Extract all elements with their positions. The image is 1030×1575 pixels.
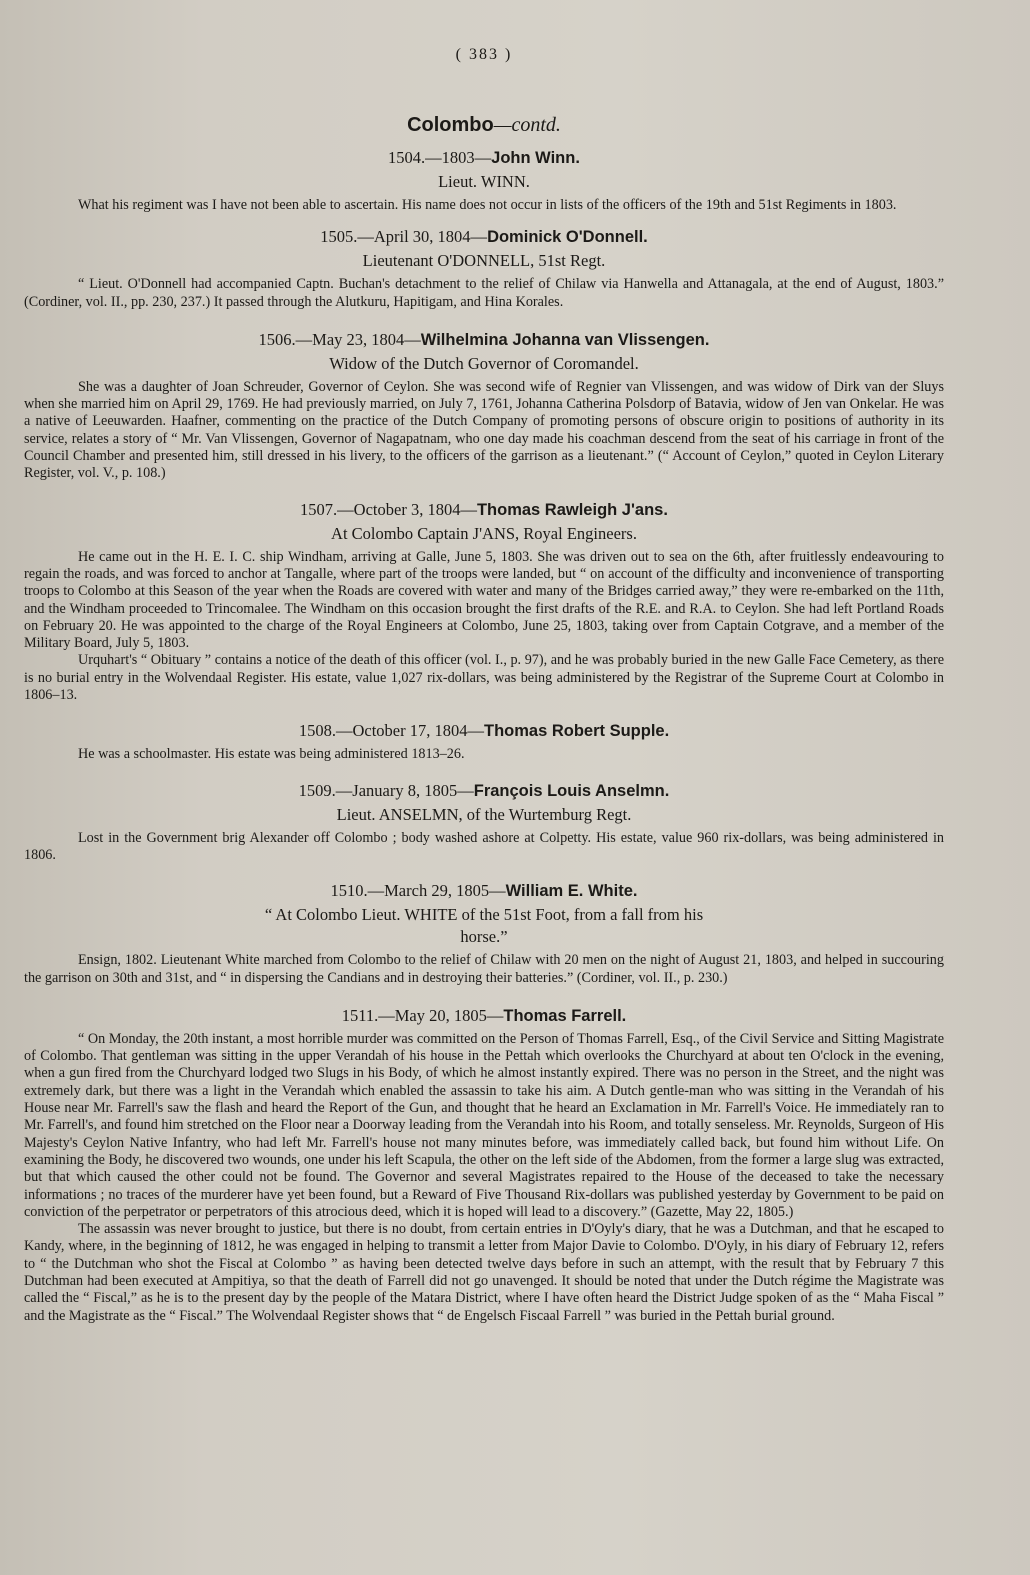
entry-heading (24, 226, 944, 248)
entry-paragraph: “ On Monday, the 20th instant, a most horrible murder was committed on the Person of Thomas Farrell, Esq., of the Civil Service and Sitting Magistrate of Colombo. That gentleman was sitting in the upper Verandah of his house in the Pettah which overlooks the Churchyard at about ten O'clock in the evening, when a gun fired from the Churchyard lodged two Slugs in his Body, of which he almost instantly expired. There was no person in the Street, and the night was extremely dark, but there was a light in the Verandah which enabled the assassin to take his aim. A Dutch gentle-man who was sitting in the Verandah of his House near Mr. Farrell's saw the flash and heard the Report of the Gun, and thought that he heard an Exclamation in Mr. Farrell's Voice. He immediately ran to Mr. Farrell's, and found him stretched on the Floor near a Doorway leading from the Verandah into his Room, and totally senseless. Mr. Reynolds, Surgeon of His Majesty's Ceylon Native Infantry, who had left Mr. Farrell's house not many minutes before, was immediately called back, but found him without Life. On examining the Body, he discovered two wounds, one under his left Scapula, the other on the left side of the Abdomen, from the former a large slug was extracted, but that which caused the other could not be found. The Governor and several Magistrates repaired to the House of the deceased to take the necessary informations ; no traces of the murderer have yet been found, but a Reward of Five Thousand Rix-dollars was published yesterday by Government to be paid on conviction of the perpetrator or perpetrators of this atrocious deed, which it is hoped will lead to a discovery.” (Gazette, May 22, 1805.) (24, 1030, 944, 1220)
entry-paragraph: The assassin was never brought to justice, but there is no doubt, from certain entries in D'Oyly's diary, that he was a Dutchman, and that he escaped to Kandy, where, in the beginning of 1812, he was engaged in helping to transmit a letter from Major Davie to Colombo. D'Oyly, in his diary of February 12, refers to “ the Dutchman who shot the Fiscal at Colombo ” as having been detected twelve days before in such an attempt, with the result that by February 7 this Dutchman had been executed at Ampitiya, so that the death of Farrell did not go unavenged. It should be noted that under the Dutch régime the Magistrate was called the “ Fiscal,” as he is to the present day by the people of the Matara District, where I have often heard the District Judge spoken of as the “ Maha Fiscal ” and the Magistrate as the “ Fiscal.” The Wolvendaal Register shows that “ de Engelsch Fiscaal Farrell ” was buried in the Pettah burial ground. (24, 1221, 944, 1324)
entry-1505 (24, 226, 944, 311)
entry-1509 (24, 780, 944, 865)
entry-paragraph: She was a daughter of Joan Schreuder, Governor of Ceylon. She was second wife of Regnier van Vlissengen, and was widow of Dirk van der Sluys when she married him on April 29, 1769. He had previously married, on July 7, 1761, Johanna Catherina Polsdorp of Batavia, widow of Jen van Onkelar. He was a native of Leeuwarden. Haafner, commenting on the practice of the Dutch Company of promoting persons of obscure origin to positions of authority in its service, relates a story of “ Mr. Van Vlissengen, Governor of Nagapatnam, who one day made his coachman descend from the seat of his carriage in front of the Council Chamber and presented him, still dressed in his livery, to the officers of the garrison as a lieutenant.” (“ Account of Ceylon,” quoted in Ceylon Literary Register, vol. V., p. 108.) (24, 378, 944, 482)
entry-number: 1506.—May 23, 1804— (258, 329, 421, 349)
entry-subtitle: At Colombo Captain J'ANS, Royal Engineers. (331, 523, 637, 543)
entry-name: Wilhelmina Johanna van Vlissengen. (420, 330, 710, 349)
entry-name: François Louis Anselmn. (473, 781, 670, 800)
entry-1508 (24, 720, 944, 763)
entry-number: 1505.—April 30, 1804— (320, 227, 488, 247)
entry-paragraph: Urquhart's “ Obituary ” contains a notice of the death of this officer (vol. I., p. 97), and he was probably buried in the new Galle Face Cemetery, as there is no burial entry in the Wolvendaal Register. His estate, value 1,027 rix-dollars, was being administered by the Registrar of the Supreme Court at Colombo in 1806–13. (24, 652, 944, 704)
entry-1510 (24, 880, 944, 987)
page-number: ( 383 ) (455, 46, 513, 63)
entry-number: 1504.—1803— (388, 148, 492, 167)
entry-paragraph: Lost in the Government brig Alexander off Colombo ; body washed ashore at Colpetty. His estate, value 960 rix-dollars, was being administered in 1806. (24, 829, 944, 863)
entry-heading (24, 329, 944, 351)
entry-name: Dominick O'Donnell. (487, 228, 648, 247)
entry-name: John Winn. (491, 149, 580, 167)
entry-number: 1507.—October 3, 1804— (300, 499, 477, 519)
entry-paragraph: “ Lieut. O'Donnell had accompanied Captn. Buchan's detachment to the relief of Chilaw via Hanwella and Attanagala, at the end of August, 1803.” (Cordiner, vol. II., pp. 230, 237.) It passed through the Alutkuru, Hapitigam, and Hina Korales. (24, 276, 944, 310)
entry-name: Thomas Farrell. (503, 1006, 627, 1025)
entry-heading (24, 880, 944, 902)
entry-1506 (24, 329, 944, 483)
section-title-text: Colombo (407, 114, 494, 136)
entry-paragraph: He was a schoolmaster. His estate was being administered 1813–26. (78, 746, 465, 763)
entry-subtitle: Lieut. ANSELMN, of the Wurtemburg Regt. (336, 804, 632, 824)
entry-subtitle: Lieutenant O'DONNELL, 51st Regt. (362, 251, 606, 271)
entry-number: 1510.—March 29, 1805— (330, 881, 506, 901)
entry-1504 (24, 147, 944, 214)
section-title (24, 114, 944, 137)
entry-number: 1509.—January 8, 1805— (298, 780, 474, 800)
entry-name: Thomas Rawleigh J'ans. (476, 500, 668, 519)
entry-heading (24, 780, 944, 802)
entry-heading (24, 499, 944, 521)
section-title-suffix: —contd. (493, 114, 561, 136)
entry-number: 1511.—May 20, 1805— (341, 1005, 504, 1025)
entry-subtitle: Widow of the Dutch Governor of Coromandel. (329, 353, 639, 373)
entry-number: 1508.—October 17, 1804— (298, 721, 484, 741)
entry-heading (24, 1005, 944, 1027)
entry-paragraph: He came out in the H. E. I. C. ship Windham, arriving at Galle, June 5, 1803. She was driven out to sea on the 6th, after fruitlessly endeavouring to regain the roads, and was forced to anchor at Tangalle, where part of the troops were landed, but “ on account of the difficulty and inconvenience of transporting troops to Colombo at this Season of the year when the Roads are covered with water and many of the Bridges carried away,” they were re-embarked on the 11th, and the Windham proceeded to Trincomalee. The Windham on this occasion brought the first drafts of the R.E. and R.A. to Ceylon. She had left Portland Roads on February 20. He was appointed to the charge of the Royal Engineers at Colombo, June 25, 1803, taking over from Captain Cotgrave, and a member of the Military Board, July 5, 1803. (24, 548, 944, 652)
entry-1507 (24, 499, 944, 705)
entry-heading (24, 147, 944, 169)
entry-heading (24, 720, 944, 742)
entry-name: William E. White. (505, 882, 638, 901)
entry-paragraph: Ensign, 1802. Lieutenant White marched from Colombo to the relief of Chilaw with 20 men on the night of August 21, 1803, and helped in succouring the garrison on 30th and 31st, and “ in dispersing the Candians and in destroying their batteries.” (Cordiner, vol. II., p. 230.) (24, 952, 944, 986)
entry-1511 (24, 1005, 944, 1325)
entry-paragraph: What his regiment was I have not been able to ascertain. His name does not occur in lists of the officers of the 19th and 51st Regiments in 1803. (78, 197, 897, 213)
entry-subtitle: “ At Colombo Lieut. WHITE of the 51st Foot, from a fall from his horse.” (264, 905, 704, 947)
entry-subtitle: Lieut. WINN. (438, 172, 530, 191)
entry-name: Thomas Robert Supple. (483, 722, 670, 741)
